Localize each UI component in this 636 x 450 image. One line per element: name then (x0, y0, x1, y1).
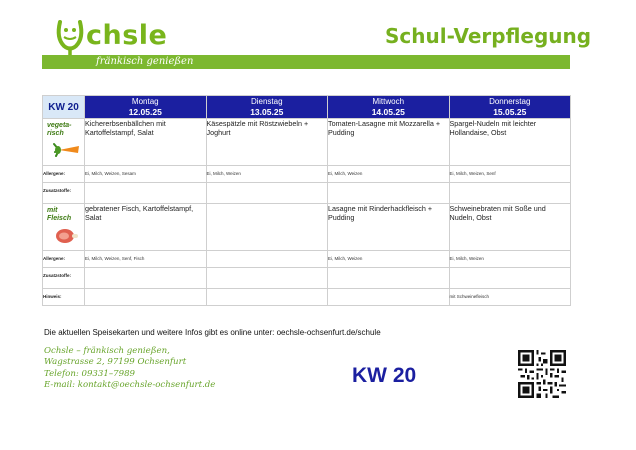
category-label-line1: mit (47, 207, 58, 214)
qr-code-icon (518, 350, 566, 398)
veg-allergen-row (43, 166, 571, 183)
note-cell: mit Schweinefleisch (449, 289, 571, 306)
dish-cell: Schweinebraten mit Soße und Nudeln, Obst (449, 204, 571, 251)
category-vegetarian (43, 119, 85, 166)
allergen-cell: Ei, Milch, Weizen (328, 166, 450, 183)
veg-additives-row (43, 183, 571, 204)
additive-cell (328, 268, 450, 289)
allergens-label: Allergene: (43, 166, 85, 183)
category-meat (43, 204, 85, 251)
additive-cell (206, 183, 328, 204)
allergen-cell: Ei, Milch, Weizen, Senf (449, 166, 571, 183)
allergen-cell: Ei, Milch, Weizen (206, 166, 328, 183)
day-header-monday (85, 96, 207, 119)
allergen-cell: Ei, Milch, Weizen, Senf, Fisch (85, 251, 207, 268)
week-label: KW 20 (43, 96, 85, 119)
meat-additives-row (43, 268, 571, 289)
dish-cell (206, 204, 328, 251)
dish-cell: Kichererbsenbällchen mit Kartoffelstampf, Salat (85, 119, 207, 166)
contact-line-email: E-mail: kontakt@oechsle-ochsenfurt.de (44, 379, 216, 390)
day-name: Donnerstag (489, 97, 531, 106)
dish-cell: Lasagne mit Rinderhackfleisch + Pudding (328, 204, 450, 251)
meat-icon (53, 226, 79, 246)
day-date: 13.05.25 (250, 107, 284, 117)
week-number-large: KW 20 (352, 364, 417, 387)
additive-cell (449, 183, 571, 204)
contact-line-phone: Telefon: 09331–7989 (44, 368, 136, 379)
category-label-line2: risch (47, 130, 64, 137)
day-header-wednesday (328, 96, 450, 119)
day-date: 14.05.25 (371, 107, 405, 117)
note-cell (85, 289, 207, 306)
contact-block (44, 346, 215, 391)
day-date: 12.05.25 (128, 107, 162, 117)
online-info-text: Die aktuellen Speisekarten und weitere Infos gibt es online unter: oechsle-ochsenfurt.de/schule (44, 328, 381, 337)
allergen-cell: Ei, Milch, Weizen (328, 251, 450, 268)
additive-cell (206, 268, 328, 289)
additive-cell (449, 268, 571, 289)
additives-label: Zusatzstoffe: (43, 183, 85, 204)
additives-label: Zusatzstoffe: (43, 268, 85, 289)
category-label-line2: Fleisch (47, 215, 72, 222)
day-header-tuesday (206, 96, 328, 119)
category-label-line1: vegeta- (47, 122, 72, 129)
dish-cell: Spargel-Nudeln mit leichter Hollandaise, Obst (449, 119, 571, 166)
category-label (47, 122, 72, 138)
allergen-cell (206, 251, 328, 268)
contact-line-address: Wagstrasse 2, 97199 Ochsenfurt (44, 357, 187, 368)
additive-cell (85, 268, 207, 289)
meat-note-row (43, 289, 571, 306)
brand-tagline: fränkisch genießen (96, 56, 194, 67)
day-name: Montag (131, 97, 159, 106)
meat-allergen-row (43, 251, 571, 268)
carrot-icon (53, 141, 81, 159)
additive-cell (85, 183, 207, 204)
note-cell (328, 289, 450, 306)
category-label (47, 207, 71, 223)
contact-line-company: Ochsle – fränkisch genießen, (44, 346, 170, 356)
menu-table (42, 95, 571, 306)
meat-dish-row (43, 204, 571, 251)
dish-cell: Käsespätzle mit Röstzwiebeln + Joghurt (206, 119, 328, 166)
dish-cell: gebratener Fisch, Kartoffelstampf, Salat (85, 204, 207, 251)
note-cell (206, 289, 328, 306)
day-date: 15.05.25 (493, 107, 527, 117)
dish-cell: Tomaten-Lasagne mit Mozzarella + Pudding (328, 119, 450, 166)
allergens-label: Allergene: (43, 251, 85, 268)
day-name: Dienstag (250, 97, 283, 106)
note-label: Hinweis: (43, 289, 85, 306)
additive-cell (328, 183, 450, 204)
day-name: Mittwoch (372, 97, 405, 106)
veg-dish-row (43, 119, 571, 166)
page-title: Schul-Verpflegung (385, 24, 592, 48)
table-header-row (43, 96, 571, 119)
allergen-cell: Ei, Milch, Weizen, Sesam (85, 166, 207, 183)
allergen-cell: Ei, Milch, Weizen (449, 251, 571, 268)
day-header-thursday (449, 96, 571, 119)
brand-name: chsle (86, 20, 168, 51)
